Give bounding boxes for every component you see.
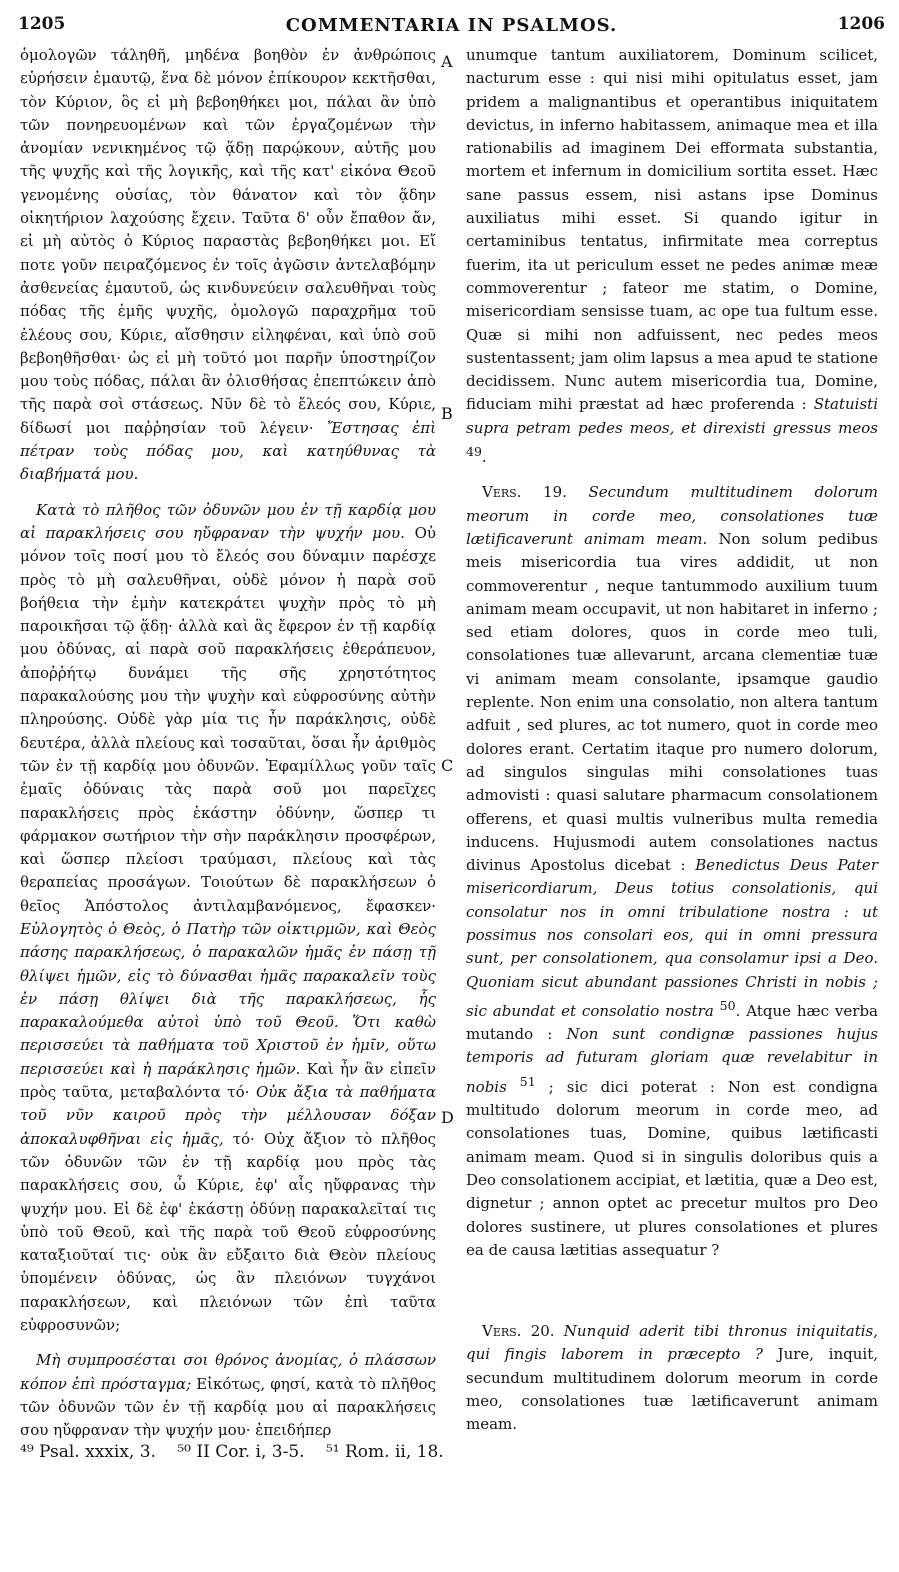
page-header bbox=[18, 10, 885, 40]
footnote-ref: 50 bbox=[719, 997, 736, 1013]
latin-lemma: Nunquid aderit tibi thronus iniquitatis, qui fingis laborem in præcepto ? bbox=[466, 1322, 878, 1364]
latin-text: Non solum pedibus meis misericordia tua vires addidit, ut non commoverentur , neque tantummodo auxilium tuum animam meam occupavit, ut non habitaret in inferno ; sed etiam dolores, quos in corde meo tuli, consolationes tuæ allevarunt, arcana clementiæ tuæ vi animam meam consolante, ipsamque gaudio replente. Non enim una consolatio, non altera tantum adfuit , sed plures, ac tot numero, quot in corde meo dolores erant. Certatim itaque pro numero dolorum, ad singulos singulas mihi consolationes tuas admovisti : quasi salutare pharmacum consolationem offerens, et quasi multis vulneribus multa remedia inducens. Hujusmodi autem consolationes nactus divinus Apostolus dicebat : bbox=[466, 529, 878, 875]
greek-text: τό· Οὐχ ἄξιον τὸ πλῆθος τῶν ὀδυνῶν τῶν ἐν τῇ καρδίᾳ μου πρὸς τὰς παρακλήσεις σου, ὦ Κύριε, ἐφ' αἷς ηὔφρανας τὴν ψυχήν μου. Εἰ δὲ ἐφ' ἑκάστῃ ὀδύνῃ παρακαλεῖταί τις ὑπὸ τοῦ Θεοῦ, καὶ τῆς παρὰ τοῦ Θεοῦ εὐφροσύνης καταξιοῦταί τις· οὐκ ἂν εὔξαιτο διὰ Θεὸν πλείους ὑπομένειν ὀδύνας, ὡς ἂν πλειόνων τυγχάνοι παρακλήσεων, καὶ πλειόνων τῶν ἐπὶ ταῦτα εὐφροσυνῶν; bbox=[20, 1129, 436, 1335]
running-title: COMMENTARIA IN PSALMOS. bbox=[285, 15, 618, 36]
footnote-ref: 49 bbox=[466, 444, 482, 460]
latin-paragraph: Vers. 19. Secundum multitudinem dolorum meorum in corde meo, consolationes tuæ lætificaverunt animam meam. Non solum pedibus meis misericordia tua vires addidit, ut non commoverentur , neque tantummodo auxilium tuum animam meam occupavit, ut non habitaret in inferno ; sed etiam dolores, quos in corde meo tuli, consolationes tuæ allevarunt, arcana clementiæ tuæ vi animam meam consolante, ipsamque gaudio replente. Non enim una consolatio, non altera tantum adfuit , sed plures, ac tot numero, quot in corde meo dolores erant. Certatim itaque pro numero dolorum, ad singulos singulas mihi consolationes tuas admovisti : quasi salutare pharmacum consolationem offerens, et quasi multis vulneribus multa remedia inducens. Hujusmodi autem consolationes nactus divinus Apostolus dicebat : Benedictus Deus Pater misericordiarum, Deus totius consolationis, qui consolatur nos in omni tribulatione nostra : ut possimus nos consolari eos, qui in omni pressura sunt, per consolationem, qua consolamur ipsi a Deo. Quoniam sicut abundant passiones Christi in nobis ; sic abundat et consolatio nostra $^{50}$. Atque hæc verba mutando : Non sunt condignæ passiones hujus temporis ad futuram gloriam quæ revelabitur in nobis $^{51}$ ; sic dici poterat : Non est condigna multitudo dolorum meorum in corde meo, ad consolationes tuas, Domine, quibus lætificasti animam meam. Quod si in singulis doloribus quis a Deo consolationem accipiat, et lætitia, quæ a Deo est, dignetur ; annon optet ac precetur multos pro Deo dolores sustinere, ut plures consolationes et plures ea de causa lætitias assequatur ? bbox=[466, 483, 878, 1259]
greek-column bbox=[20, 44, 436, 1443]
latin-text: ; sic dici poterat : Non est condigna multitudo dolorum meorum in corde meo, ad consolationes tuas, Domine, quibus lætificasti animam meam. Quod si in singulis doloribus quis a Deo consolationem accipiat, et lætitia, quæ a Deo est, dignetur ; annon optet ac precetur multos pro Deo dolores sustinere, ut plures consolationes et plures ea de causa lætitias assequatur ? bbox=[466, 1077, 878, 1259]
margin-marker-c: C bbox=[441, 756, 454, 775]
latin-text: Jure, inquit, secundum multitudinem dolorum meorum in corde meo, consolationes tuæ lætificaverunt animam meam. bbox=[466, 1345, 878, 1434]
page-number-left: 1205 bbox=[18, 14, 66, 34]
footnote: ⁵⁰ II Cor. i, 3-5. bbox=[177, 1442, 305, 1462]
latin-text: unumque tantum auxiliatorem, Dominum scilicet, nacturum esse : qui nisi mihi opitulatus esset, jam pridem a malignantibus et operantibus iniquitatem devictus, in inferno habitassem, animaque mea et illa rationabilis ad imaginem Dei efformata substantia, mortem et infernum in domicilium sortita esset. Hæc sane passus essem, nisi astans ipse Dominus auxiliatus mihi esset. Si quando igitur in certaminibus tentatus, infirmitate mea correptus fuerim, ita ut periculum esset ne pedes animæ meæ commoverentur ; fateor me statim, o Domine, misericordiam sensisse tuam, ac ope tua fultum esse. Quæ si mihi non adfuissent, nec pedes meos sustentassent; jam olim lapsus a mea apud te statione decidissem. Nunc autem misericordia tua, Domine, fiduciam mihi præstat ad hæc proferenda : bbox=[466, 46, 878, 414]
greek-paragraph bbox=[20, 1349, 436, 1442]
greek-lemma: Κατὰ τὸ πλῆθος τῶν ὀδυνῶν μου ἐν τῇ καρδίᾳ μου αἱ παρακλήσεις σου ηὔφραναν τὴν ψυχήν μου. bbox=[20, 500, 436, 542]
footnotes bbox=[20, 1442, 460, 1462]
latin-text: Atque hæc verba mutando : bbox=[466, 1001, 878, 1044]
latin-paragraph: unumque tantum auxiliatorem, Dominum scilicet, nacturum esse : qui nisi mihi opitulatus esset, jam pridem a malignantibus et operantibus iniquitatem devictus, in inferno habitassem, animaque mea et illa rationabilis ad imaginem Dei efformata substantia, mortem et infernum in domicilium sortita esset. Hæc sane passus essem, nisi astans ipse Dominus auxiliatus mihi esset. Si quando igitur in certaminibus tentatus, infirmitate mea correptus fuerim, ita ut periculum esset ne pedes animæ meæ commoverentur ; fateor me statim, o Domine, misericordiam sensisse tuam, ac ope tua fultum esse. Quæ si mihi non adfuissent, nec pedes meos sustentassent; jam olim lapsus a mea apud te statione decidissem. Nunc autem misericordia tua, Domine, fiduciam mihi præstat ad hæc proferenda : Statuisti supra petram pedes meos, et direxisti gressus meos $^{49}$. bbox=[466, 46, 878, 467]
latin-column bbox=[466, 44, 878, 1437]
latin-paragraph bbox=[466, 1320, 878, 1436]
margin-marker-a: A bbox=[441, 52, 453, 71]
greek-scripture-quote: Οὐκ ἄξια τὰ παθήματα τοῦ νῦν καιροῦ πρὸς τὴν μέλλουσαν δόξαν ἀποκαλυφθῆναι εἰς ἡμᾶς, bbox=[20, 1083, 436, 1148]
latin-scripture-quote: Benedictus Deus Pater misericordiarum, Deus totius consolationis, qui consolatur nos in omni tribulatione nostra : ut possimus nos consolari eos, qui in omni pressura sunt, per consolationem, qua consolamur ipsi a Deo. Quoniam sicut abundant passiones Christi in nobis ; sic abundat et consolatio nostra bbox=[466, 856, 878, 1020]
greek-text: Οὐ μόνον τοῖς ποσί μου τὸ ἔλεός σου δύναμιν παρέσχε πρὸς τὸ μὴ σαλευθῆναι, οὐδὲ μόνον ἡ παρὰ σοῦ βοήθεια τὴν ἐμὴν κατεκράτει ψυχὴν πρὸς τὸ μὴ παροικῆσαι τῷ ᾅδῃ· ἀλλὰ καὶ ἃς ἔφερον ἐν τῇ καρδίᾳ μου ὀδύνας, αἱ παρὰ σοῦ παρακλήσεις ἐθεράπευον, ἀποῤῥήτῳ δυνάμει τῆς σῆς χρηστότητος παρακαλούσης μου τὴν ψυχὴν καὶ εὐφροσύνης αὐτὴν πληρούσης. Οὐδὲ γὰρ μία τις ἦν παράκλησις, οὐδὲ δευτέρα, ἀλλὰ πλείους καὶ τοσαῦται, ὅσαι ἦν ἀριθμὸς τῶν ἐν τῇ καρδίᾳ μου ὀδυνῶν. Ἐφαμίλλως γοῦν ταῖς ἐμαῖς ὀδύναις τὰς παρὰ σοῦ μοι παρεῖχες παρακλήσεις πρὸς ἑκάστην ὀδύνην, ὥσπερ τι φάρμακον σωτήριον τὴν σὴν παράκλησιν προσφέρων, καὶ ὥσπερ πλείοσι τραύμασι, πλείους καὶ τὰς θεραπείας προσάγων. Τοιούτων δὲ παρακλήσεων ὁ θεῖος Ἀπόστολος ἀντιλαμβανόμενος, ἔφασκεν· bbox=[20, 523, 436, 915]
greek-text: ὁμολογῶν τάληθῆ, μηδένα βοηθὸν ἐν ἀνθρώποις εὑρήσειν ἐμαυτῷ, ἕνα δὲ μόνον ἐπίκουρον κεκτῆσθαι, τὸν Κύριον, ὃς εἰ μὴ βεβοηθήκει μοι, πάλαι ἂν ὑπὸ τῶν πονηρευομένων καὶ τῶν ἐργαζομένων τὴν ἀνομίαν νενικημένος τῷ ᾅδῃ παρῴκουν, αὐτῆς μου τῆς ψυχῆς καὶ τῆς λογικῆς, καὶ τῆς κατ' εἰκόνα Θεοῦ γενομένης οὐσίας, τὸν θάνατον καὶ τὸν ᾅδην οἰκητήριον λαχούσης ἔχειν. Ταῦτα δ' οὖν ἔπαθον ἄν, εἰ μὴ αὐτὸς ὁ Κύριος παραστὰς βεβοηθήκει μοι. Εἴ ποτε γοῦν πειραζόμενος ἐν τοῖς ἀγῶσιν ἀντελαβόμην ἀσθενείας ἐμαυτοῦ, ὡς κινδυνεύειν σαλευθῆναι τοὺς πόδας τῆς ἐμῆς ψυχῆς, ὁμολογῶ παραχρῆμα τοῦ ἐλέους σου, Κύριε, αἴσθησιν εἰληφέναι, καὶ ὑπὸ σοῦ βεβοηθῆσθαι· ὡς εἰ μὴ τοῦτό μοι παρῆν ὑποστηρίζον μου τοὺς πόδας, πάλαι ἂν ὀλισθήσας ἐπεπτώκειν ἀπὸ τῆς παρὰ σοὶ στάσεως. Νῦν δὲ τὸ ἔλεός σου, Κύριε, δίδωσί μοι παῤῥησίαν τοῦ λέγειν· bbox=[20, 46, 436, 437]
margin-marker-d: D bbox=[441, 1108, 454, 1127]
footnote: ⁵¹ Rom. ii, 18. bbox=[325, 1442, 444, 1462]
latin-scripture-quote: Statuisti supra petram pedes meos, et direxisti gressus meos bbox=[466, 395, 878, 437]
latin-scripture-quote: Non sunt condignæ passiones hujus temporis ad futuram gloriam quæ revelabitur in nobis bbox=[466, 1025, 878, 1096]
page-number-right: 1206 bbox=[837, 14, 885, 34]
greek-text: Εἰκότως, φησί, κατὰ τὸ πλῆθος τῶν ὀδυνῶν τῶν ἐν τῇ καρδίᾳ μου αἱ παρακλήσεις σου ηὔφραναν τὴν ψυχήν μου· ἐπειδήπερ bbox=[20, 1374, 436, 1440]
greek-scripture-quote: Εὐλογητὸς ὁ Θεὸς, ὁ Πατὴρ τῶν οἰκτιρμῶν, καὶ Θεὸς πάσης παρακλήσεως, ὁ παρακαλῶν ἡμᾶς ἐν πάσῃ τῇ θλίψει ἡμῶν, εἰς τὸ δύνασθαι ἡμᾶς παρακαλεῖν τοὺς ἐν πάσῃ θλίψει διὰ τῆς παρακλήσεως, ἧς παρακαλούμεθα αὐτοὶ ὑπὸ τοῦ Θεοῦ. Ὅτι καθὼ περισσεύει τὰ παθήματα τοῦ Χριστοῦ ἐν ἡμῖν, οὕτω περισσεύει καὶ ἡ παράκλησις ἡμῶν. bbox=[20, 919, 436, 1078]
greek-lemma: Μὴ συμπροσέσται σοι θρόνος ἀνομίας, ὁ πλάσσων κόπον ἐπὶ πρόσταγμα; bbox=[20, 1351, 436, 1393]
greek-paragraph bbox=[20, 499, 436, 1338]
footnote-ref: 51 bbox=[519, 1073, 536, 1089]
footnote: ⁴⁹ Psal. xxxix, 3. bbox=[20, 1442, 156, 1462]
greek-text: Καὶ ἦν ἂν εἰπεῖν πρὸς ταῦτα, μεταβαλόντα τό· bbox=[20, 1059, 436, 1102]
verse-label: Vers. 20. bbox=[482, 1322, 555, 1341]
greek-scripture-quote: Ἔστησας ἐπὶ πέτραν τοὺς πόδας μου, καὶ κατηύθυνας τὰ διαβήματά μου. bbox=[20, 418, 436, 484]
margin-marker-b: B bbox=[441, 404, 453, 423]
greek-paragraph bbox=[20, 44, 436, 487]
latin-lemma: Secundum multitudinem dolorum meorum in corde meo, consolationes tuæ lætificaverunt animam meam. bbox=[466, 483, 878, 548]
verse-label: Vers. 19. bbox=[482, 483, 567, 502]
